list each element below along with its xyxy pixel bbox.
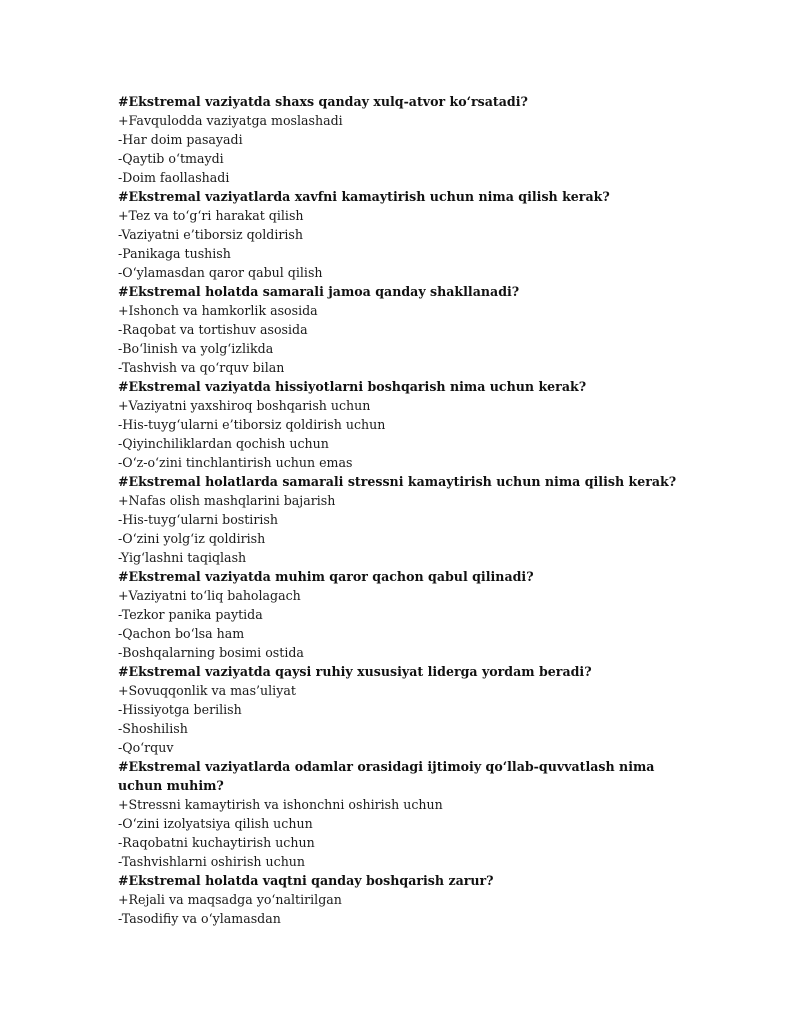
answer-option: -Tashvish va qo‘rquv bilan — [118, 360, 285, 375]
answer-option: -O‘zini izolyatsiya qilish uchun — [118, 816, 313, 831]
answer-option: -Qaytib o‘tmaydi — [118, 151, 224, 166]
question-heading: #Ekstremal holatda samarali jamoa qanday shakllanadi? — [118, 284, 520, 299]
answer-option: +Rejali va maqsadga yo‘naltirilgan — [118, 892, 342, 907]
answer-option: -Qachon bo‘lsa ham — [118, 626, 245, 641]
answer-option: -Doim faollashadi — [118, 170, 230, 185]
question-heading: #Ekstremal vaziyatda qaysi ruhiy xususiyat liderga yordam beradi? — [118, 664, 592, 679]
answer-option: -Qiyinchiliklardan qochish uchun — [118, 436, 329, 451]
answer-option: +Favqulodda vaziyatga moslashadi — [118, 113, 343, 128]
answer-option: +Nafas olish mashqlarini bajarish — [118, 493, 336, 508]
answer-option: -Qo‘rquv — [118, 740, 174, 755]
answer-option: -Tezkor panika paytida — [118, 607, 263, 622]
answer-option: -Raqobat va tortishuv asosida — [118, 322, 308, 337]
question-heading: #Ekstremal vaziyatlarda odamlar orasidagi ijtimoiy qo‘llab-quvvatlash nima uchun muhim? — [118, 759, 655, 793]
answer-option: +Tez va to‘g‘ri harakat qilish — [118, 208, 304, 223]
question-heading: #Ekstremal vaziyatda shaxs qanday xulq-atvor ko‘rsatadi? — [118, 94, 528, 109]
answer-option: +Stressni kamaytirish va ishonchni oshirish uchun — [118, 797, 443, 812]
answer-option: -Panikaga tushish — [118, 246, 231, 261]
answer-option: -Boshqalarning bosimi ostida — [118, 645, 304, 660]
answer-option: -His-tuyg‘ularni e’tiborsiz qoldirish uchun — [118, 417, 386, 432]
answer-option: -O‘zini yolg‘iz qoldirish — [118, 531, 266, 546]
answer-option: -Vaziyatni e’tiborsiz qoldirish — [118, 227, 303, 242]
document-body — [118, 92, 678, 928]
question-heading: #Ekstremal vaziyatda hissiyotlarni boshqarish nima uchun kerak? — [118, 379, 587, 394]
answer-option: -Hissiyotga berilish — [118, 702, 242, 717]
answer-option: -Tasodifiy va o‘ylamasdan — [118, 911, 281, 926]
question-heading: #Ekstremal holatlarda samarali stressni kamaytirish uchun nima qilish kerak? — [118, 474, 677, 489]
answer-option: +Sovuqqonlik va mas’uliyat — [118, 683, 296, 698]
answer-option: -Shoshilish — [118, 721, 188, 736]
answer-option: -Har doim pasayadi — [118, 132, 243, 147]
answer-option: -Bo‘linish va yolg‘izlikda — [118, 341, 274, 356]
question-heading: #Ekstremal vaziyatda muhim qaror qachon qabul qilinadi? — [118, 569, 534, 584]
answer-option: +Vaziyatni to‘liq baholagach — [118, 588, 301, 603]
answer-option: -Tashvishlarni oshirish uchun — [118, 854, 306, 869]
question-heading: #Ekstremal holatda vaqtni qanday boshqarish zarur? — [118, 873, 494, 888]
question-heading: #Ekstremal vaziyatlarda xavfni kamaytirish uchun nima qilish kerak? — [118, 189, 610, 204]
answer-option: -His-tuyg‘ularni bostirish — [118, 512, 278, 527]
answer-option: +Ishonch va hamkorlik asosida — [118, 303, 318, 318]
answer-option: -Yig‘lashni taqiqlash — [118, 550, 247, 565]
answer-option: -O‘z-o‘zini tinchlantirish uchun emas — [118, 455, 353, 470]
answer-option: +Vaziyatni yaxshiroq boshqarish uchun — [118, 398, 371, 413]
answer-option: -O‘ylamasdan qaror qabul qilish — [118, 265, 323, 280]
answer-option: -Raqobatni kuchaytirish uchun — [118, 835, 315, 850]
